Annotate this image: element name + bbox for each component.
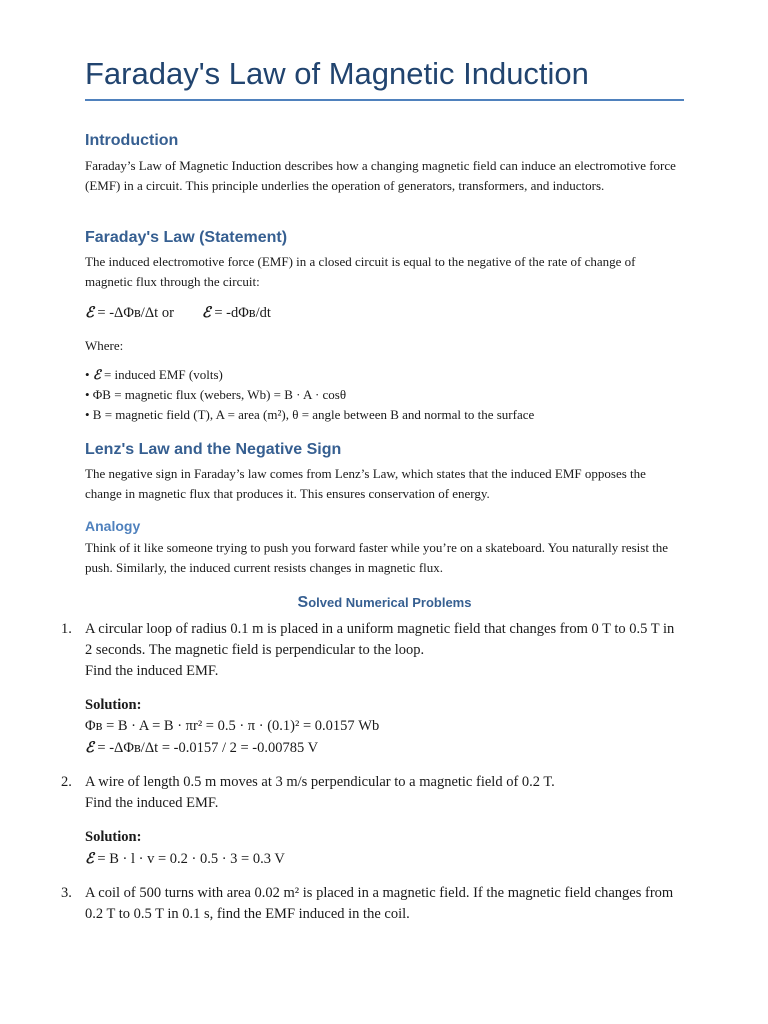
solution-line: Φʙ = B · A = B · πr² = 0.5 · π · (0.1)² = 0.0157 Wb bbox=[85, 718, 380, 734]
problem-item bbox=[61, 883, 684, 925]
where-label: Where: bbox=[85, 338, 124, 353]
analogy-section bbox=[85, 517, 684, 577]
problem-text: A wire of length 0.5 m moves at 3 m/s perpendicular to a magnetic field of 0.2 T. bbox=[85, 774, 555, 790]
emf-symbol: ℰ bbox=[92, 367, 101, 383]
problems-list bbox=[61, 619, 684, 925]
lenz-heading: Lenz's Law and the Negative Sign bbox=[85, 441, 342, 458]
emf-symbol: ℰ bbox=[85, 304, 94, 321]
list-item: • ΦB = magnetic flux (webers, Wb) = B · A · cosθ bbox=[85, 387, 347, 402]
problem-item bbox=[61, 772, 684, 870]
solution-label: Solution: bbox=[85, 697, 142, 713]
title-underline bbox=[85, 99, 684, 101]
statement-section bbox=[85, 228, 684, 424]
solution-line: ℰ = -ΔΦʙ/Δt = -0.0157 / 2 = -0.00785 V bbox=[85, 739, 319, 756]
problem-item bbox=[61, 619, 684, 759]
lenz-body: The negative sign in Faraday’s law comes from Lenz’s Law, which states that the induced EMF opposes the change in magnetic flux that produces it. This ensures conservation of energy. bbox=[85, 466, 646, 501]
problem-ask: Find the induced EMF. bbox=[85, 663, 219, 679]
definitions-list bbox=[85, 365, 684, 425]
page-title: Faraday's Law of Magnetic Induction bbox=[85, 56, 589, 91]
equation-differential: = -dΦʙ/dt bbox=[210, 305, 271, 321]
list-item: • ℰ = induced EMF (volts) bbox=[85, 366, 223, 383]
faraday-equation bbox=[85, 303, 684, 323]
equation-discrete: = -ΔΦʙ/Δt or bbox=[93, 305, 174, 321]
emf-symbol: ℰ bbox=[201, 304, 211, 321]
intro-section bbox=[85, 131, 684, 195]
problem-number: 2. bbox=[61, 774, 72, 790]
intro-body: Faraday’s Law of Magnetic Induction describes how a changing magnetic field can induce an electromotive force (EMF) in a circuit. This principle underlies the operation of generators, transformers, and inductors. bbox=[85, 158, 676, 193]
problem-number: 1. bbox=[61, 621, 72, 637]
list-item: • B = magnetic field (T), A = area (m²), θ = angle between B and normal to the surface bbox=[85, 406, 535, 422]
solution-label: Solution: bbox=[85, 829, 142, 845]
lenz-section bbox=[85, 440, 684, 503]
problems-heading: Solved Numerical Problems bbox=[297, 594, 472, 611]
solution-line: ℰ = B · l · v = 0.2 · 0.5 · 3 = 0.3 V bbox=[85, 850, 285, 867]
problem-ask: Find the induced EMF. bbox=[85, 795, 219, 811]
problem-number: 3. bbox=[61, 885, 72, 901]
statement-body: The induced electromotive force (EMF) in a closed circuit is equal to the negative of the rate of change of magnetic flux through the circuit: bbox=[85, 254, 636, 289]
analogy-body: Think of it like someone trying to push you forward faster while you’re on a skateboard. You naturally resist the push. Similarly, the induced current resists changes in magnetic flux. bbox=[85, 540, 669, 575]
problem-text: A coil of 500 turns with area 0.02 m² is placed in a magnetic field. If the magnetic field changes from 0.2 T to 0.5 T in 0.1 s, find the EMF induced in the coil. bbox=[85, 885, 674, 922]
emf-symbol: ℰ bbox=[85, 739, 94, 756]
statement-heading: Faraday's Law (Statement) bbox=[85, 229, 288, 246]
intro-heading: Introduction bbox=[85, 132, 179, 149]
problem-text: A circular loop of radius 0.1 m is placed in a uniform magnetic field that changes from 0 T to 0.5 T in 2 seconds. The magnetic field is perpendicular to the loop. bbox=[85, 621, 675, 658]
analogy-heading: Analogy bbox=[85, 518, 141, 534]
emf-symbol: ℰ bbox=[85, 850, 94, 867]
